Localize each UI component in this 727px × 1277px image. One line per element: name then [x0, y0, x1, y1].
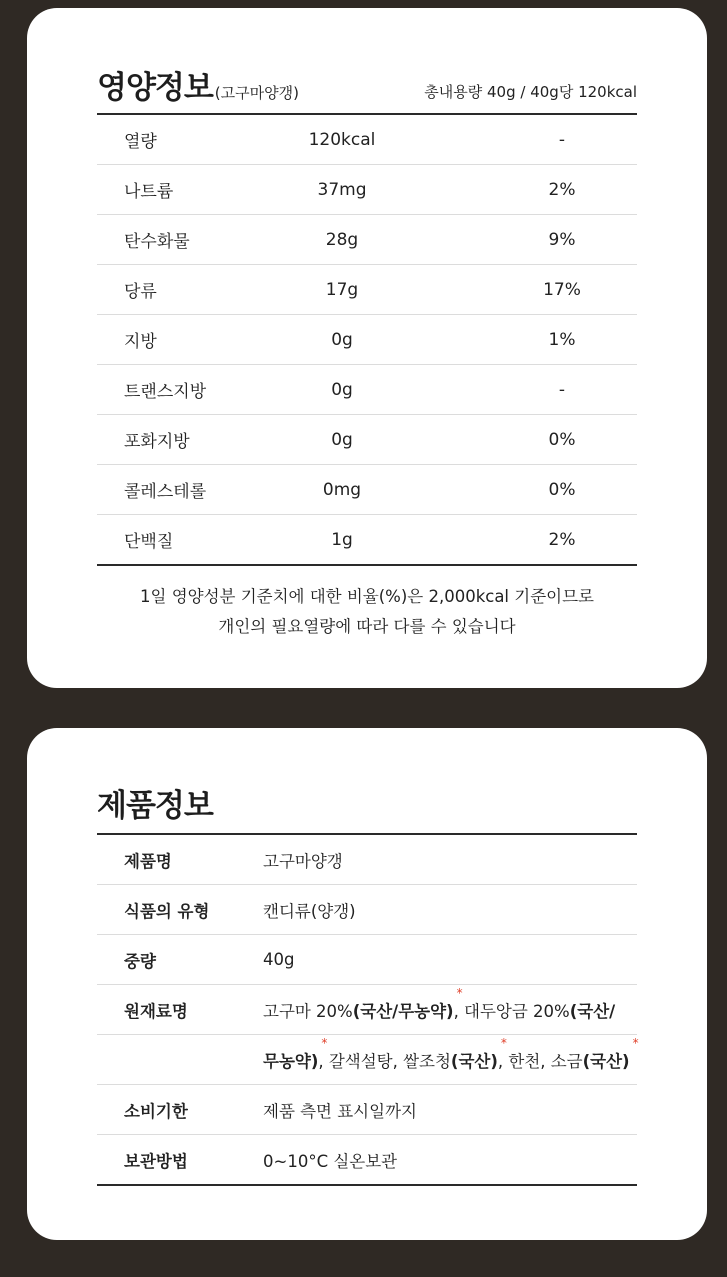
nutrient-percent: 2% [548, 529, 576, 550]
ingredient-origin: (국산/무농약) [352, 1001, 454, 1021]
ingredient-origin: (국산/ [569, 1001, 616, 1021]
product-card [27, 728, 707, 1240]
star-icon: * [500, 1035, 507, 1050]
nutrient-percent: 1% [548, 329, 576, 350]
nutrient-amount: 0g [331, 429, 353, 450]
nutrient-amount: 37mg [317, 179, 367, 200]
table-row [97, 415, 637, 465]
table-row [97, 115, 637, 165]
nutrient-amount: 17g [325, 279, 359, 300]
ingredient-text: 고구마 20% [263, 1001, 353, 1021]
nutrient-percent: 17% [543, 279, 581, 300]
product-label: 중량 [124, 951, 156, 971]
table-row [97, 165, 637, 215]
nutrient-name: 열량 [124, 132, 157, 152]
nutrient-amount: 28g [325, 229, 359, 250]
ingredient-origin: (국산) [450, 1051, 498, 1071]
ingredient-origin-wrap [582, 1035, 639, 1072]
ingredient-origin-wrap [450, 1035, 507, 1072]
nutrition-title: 영양정보 [97, 70, 213, 106]
product-header [97, 778, 637, 822]
ingredient-origin: (국산) [582, 1051, 630, 1071]
product-title: 제품정보 [97, 788, 213, 824]
nutrient-percent: - [558, 129, 566, 150]
nutrient-name: 나트륨 [124, 182, 174, 202]
product-label: 보관방법 [124, 1151, 188, 1171]
product-table [97, 833, 637, 1186]
nutrient-amount: 1g [331, 529, 353, 550]
nutrient-percent: 9% [548, 229, 576, 250]
ingredient-origin-wrap [352, 985, 463, 1022]
star-icon: * [632, 1035, 639, 1050]
nutrient-name: 포화지방 [124, 432, 190, 452]
nutrient-percent: 0% [548, 479, 576, 500]
product-value: 고구마양갱 [263, 851, 343, 871]
ingredient-text: , 갈색설탕, 쌀조청 [318, 1051, 451, 1071]
nutrient-amount: 0mg [322, 479, 362, 500]
product-label: 원재료명 [124, 1001, 188, 1021]
nutrition-title-group [97, 70, 299, 106]
nutrient-percent: 2% [548, 179, 576, 200]
product-value: 40g [263, 950, 295, 969]
nutrient-name: 트랜스지방 [124, 382, 207, 402]
ingredient-text: , 대두앙금 20% [453, 1001, 570, 1021]
ingredient-origin-wrap [263, 1035, 328, 1072]
star-icon: * [456, 985, 463, 1000]
nutrient-percent: 0% [548, 429, 576, 450]
product-value: 0~10°C 실온보관 [263, 1151, 398, 1171]
table-row [97, 935, 637, 985]
footnote-line: 1일 영양성분 기준치에 대한 비율(%)은 2,000kcal 기준이므로 [140, 587, 594, 606]
table-row [97, 835, 637, 885]
product-label: 제품명 [124, 851, 172, 871]
table-row [97, 315, 637, 365]
table-row [97, 365, 637, 415]
product-label: 소비기한 [124, 1101, 188, 1121]
table-row [97, 885, 637, 935]
product-value: 캔디류(양갱) [263, 901, 356, 921]
ingredient-text: , 한천, 소금 [497, 1051, 583, 1071]
ingredients-line-1 [263, 985, 637, 1022]
product-label: 식품의 유형 [124, 901, 210, 921]
table-row [97, 1085, 637, 1135]
nutrition-table [97, 113, 637, 566]
nutrient-name: 탄수화물 [124, 232, 190, 252]
nutrient-name: 당류 [124, 282, 157, 302]
ingredients-line-2 [263, 1035, 639, 1072]
nutrient-amount: 0g [331, 379, 353, 400]
nutrient-name: 지방 [124, 332, 157, 352]
table-row [97, 465, 637, 515]
serving-info: 총내용량 40g / 40g당 120kcal [424, 83, 637, 101]
table-row [97, 265, 637, 315]
nutrition-card [27, 8, 707, 688]
nutrition-footnote [27, 582, 707, 642]
footnote-line: 개인의 필요열량에 따라 다를 수 있습니다 [218, 617, 516, 636]
nutrient-amount: 120kcal [308, 129, 376, 150]
nutrient-name: 단백질 [124, 532, 174, 552]
product-value: 제품 측면 표시일까지 [263, 1101, 417, 1121]
nutrient-amount: 0g [331, 329, 353, 350]
table-row [97, 515, 637, 564]
nutrition-header [97, 60, 637, 104]
table-row [97, 1135, 637, 1184]
nutrient-percent: - [558, 379, 566, 400]
table-row [97, 1035, 637, 1085]
nutrient-name: 콜레스테롤 [124, 482, 207, 502]
table-row [97, 215, 637, 265]
star-icon: * [321, 1035, 328, 1050]
ingredient-origin: 무농약) [263, 1051, 319, 1071]
table-row [97, 985, 637, 1035]
nutrition-subtitle: (고구마양갱) [214, 84, 299, 102]
